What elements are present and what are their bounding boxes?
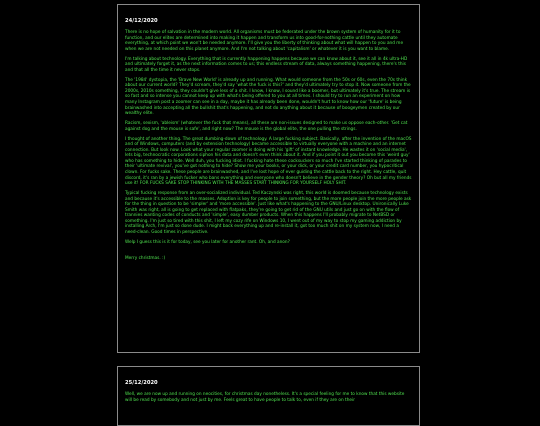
blog-post — [117, 366, 420, 426]
post-sign-off: Merry christmas. :) — [125, 255, 166, 261]
post-date: 25/12/2020 — [125, 380, 158, 386]
post-paragraph: Racism, sexism, 'ableism' (whatever the fuck that means), all these are non-issues designed to make us oppose each-other. 'Get cat against dog and the mouse is safe', and right now? The mouse is the global elite, the one pulling the strings. — [125, 121, 408, 132]
post-paragraph: I thought of another thing. The great dumbing-down of technology. A large fucking subject. Basically, after the invention of the macOS and of Windows, computers (and by extension technology) became accessible to virtually everyone with a machine and an internet connection. But look now. Look what your regular zoomer is doing with his 'gift' of instant knowledge. He wastes it on 'social media', lets big, technocratic corporations siphon his data and doesn't even think about it. And if you point it out you become this 'weird guy' who has something to hide. Well duh, you fucking idiot. I fucking hate these cocksuckers so much I've started thinking of parades to their 'ultimate revival', you've got nothing to hide? Show me your books, or your dick, or your credit card number, you hypocritical clown. For fucks sake. These people are brainwashed, and I've lost hope of ever guiding the cattle back to the right. Hey cattle, quit discord, it's ran by a jewish fucker who bans everything and everyone who doesn't believe in the gender theory? Oh but all my friends use it! FOR FUCKS SAKE STOP THINKING WITH THE MASSES START THINKING FOR YOURSELF HOLY SHIT. — [125, 136, 412, 187]
post-paragraph: Well, we are now up and running on neocities, for christmas day nonetheless. It's a special feeling for me to know that this website will be read by somebody and not just by me. Feels great to have people to talk to, even if they are on their — [125, 392, 405, 403]
post-date: 24/12/2020 — [125, 18, 158, 24]
post-paragraph: Welp I guess this is it for today, see you later for another rant. Oh, and anon? — [125, 240, 290, 246]
post-paragraph: Typical fucking response from an over-socialized individual. Ted Kaczynski was right, this world is doomed because technology exists and because it's accessible to the masses. Adoption is key for people to join something, but the more people join the more people ask for the thing in question to be 'simpler' and 'more accessible'. Just like what's happening to the GNU/Linux desktop. Unironically Luke Smith was right, all is going to get replaced with flatpaks, they're going to get rid of the GNU utils and just go on with the flow of trannies wanting codes of conducts and 'simple', easy dumber products. When this happens I'll probably migrate to NetBSD or something. I'm just so tired with this shit, I left my cozy rife on Windows 10, I went out of my way to stop my gaming addiction by installing Arch, I'm just so done dude. I might back everything up and re-install it, got too much shit on my system now, I need a need-clean. Good times in perspective. — [125, 191, 412, 235]
post-paragraph: There is no hope of salvation in the modern world. All organisms must be federated under the brown system of humanity for it to function, and our elites are determined into making it happen and transform us into good-for-nothing cattle until they automate everything, at which point we won't be needed anymore. I'll give you the liberty of thinking about what will happen to you and me when we are not needed on this planet anymore. And I'm not talking about 'capitalism' or whatever it is you want to blame. — [125, 30, 404, 52]
post-paragraph: The '1984' dystopia, the 'Brave New World' is already up and running. What would someone from the 50s or 60s, even the 70s think about our current world? They'd scream, they'd say 'what the fuck is this?' and they'd ultimately try to stop it. Now someone from the 2000s, 2010s something, they couldn't give less of a shit. I know, I know, I sound like a boomer, but ultimately it's true. The stream is so fast and so intense you cannot keep up with what's being offered to you at all times. I should try to run an experiment on how many Instagram post a zoomer can see in a day, maybe it has already been done, wouldn't hurt to know how our 'future' is being brainwashed into accepting all the bullshit that's happening, and not do anything about it because of boogeymen created by our wealthy elite. — [125, 77, 411, 117]
blog-post — [117, 4, 420, 353]
post-paragraph: I'm talking about technology. Everything that is currently happening happens because we can know about it, see it all in 4k ultra-HD and ultimately forget it, as the next information comes to us; this endless stream of data, always something happening, there's this and that all the time it never stops. — [125, 56, 408, 73]
